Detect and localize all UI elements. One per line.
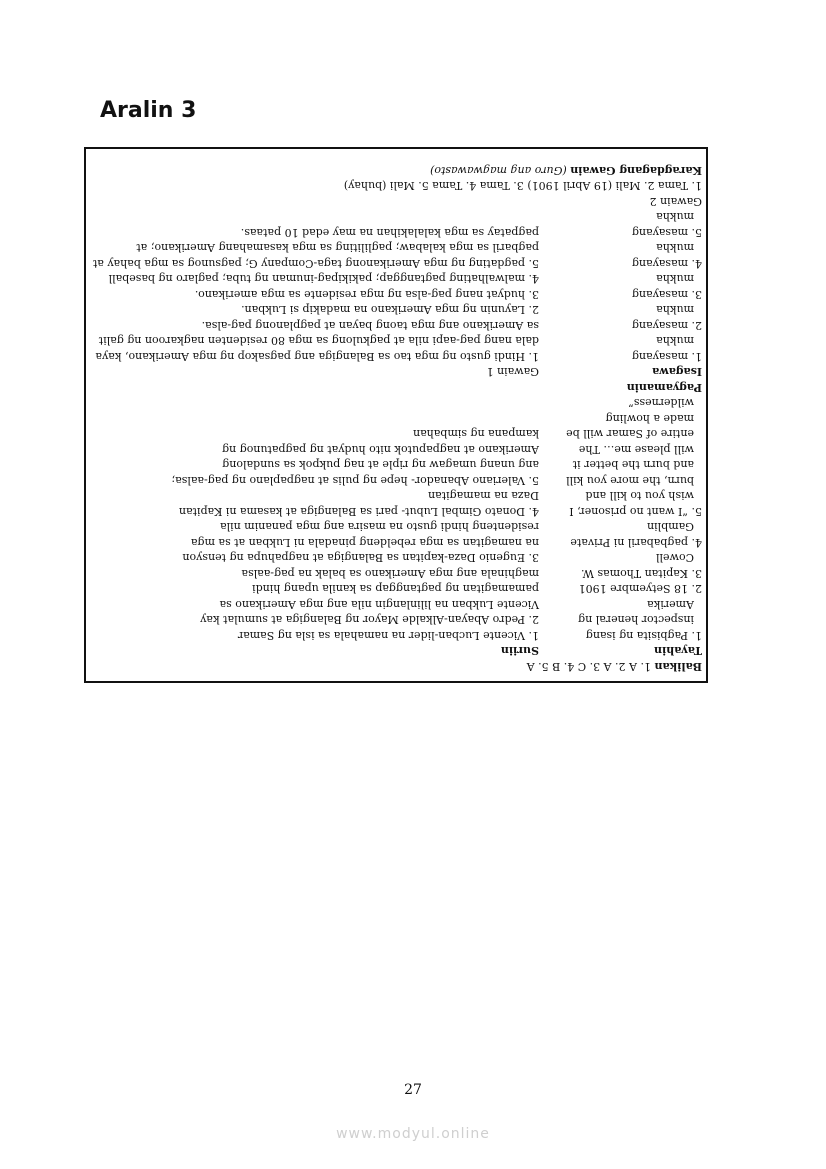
- karagdagang-label: Karagdagang Gawain: [570, 164, 702, 177]
- suriin-line: ang unang umagaw ng riple at nag pukpok sa sundalong: [222, 458, 539, 472]
- balikan-answers: [90, 659, 702, 675]
- isagawa-line: mukha: [656, 303, 694, 317]
- balikan-label: Balikan: [654, 660, 702, 673]
- tayahin-line: will please me… The: [578, 443, 694, 456]
- rotated-answer-key: [86, 149, 706, 681]
- pagyamanin-label: Pagyamanin: [626, 381, 702, 394]
- page-number: 27: [404, 1082, 422, 1098]
- isagawa-line: 5. masayang: [631, 226, 702, 239]
- suriin-line: kampana ng simbahan: [413, 427, 539, 441]
- suriin-tayahin-header: [90, 643, 702, 659]
- gawain2-answers: 1. Tama 2. Mali (19 Abril 1901) 3. Tama 4. Tama 5. Mali (buhay): [343, 179, 702, 193]
- isagawa-line: 4. masayang: [631, 257, 702, 270]
- karagdagang-note: (Guro ang magwawasto): [430, 164, 567, 177]
- tayahin-list: [547, 395, 702, 643]
- isagawa-line: 3. masayang: [631, 288, 702, 301]
- suriin-line: 5. Valeriano Abanador- hepe ng pulis at nagpaplano ng pag-aalsa;: [171, 474, 539, 487]
- tayahin-line: 2. 18 Setyembre 1901: [578, 582, 702, 596]
- isagawa-line: mukha: [656, 334, 694, 348]
- gawain1-line: 4. malwalhating pagtanggap; pakikipag-inuman ng tuba; paglaro ng baseball: [108, 272, 539, 286]
- tayahin-line: entire of Samar will be: [566, 427, 694, 441]
- gawain2-label: Gawain 2: [649, 195, 702, 208]
- tayahin-line: 4. pagbabaril ni Private: [570, 536, 702, 549]
- suriin-label: Suriin: [500, 644, 539, 658]
- gawain1-line: sa Amerikano ang mga taong bayan at pagplanong pag-alsa.: [201, 319, 539, 332]
- tayahin-line: Gamblin: [647, 520, 694, 534]
- suriin-tayahin-section: [90, 395, 702, 643]
- suriin-line: pamamagitan ng pagtanggap sa kanila upang hindi: [252, 582, 539, 596]
- suriin-line: 1. Vicente Lucban-lider na namahala sa isla ng Samar: [237, 629, 539, 642]
- suriin-line: 4. Donato Gimbal Lubut- pari sa Balangiga at kasama ni Kapitan: [178, 505, 539, 518]
- suriin-line: 2. Pedro Abayan-Alkalde Mayor ng Balangiga at sumulat kay: [200, 613, 539, 627]
- watermark: www.modyul.online: [336, 1126, 490, 1142]
- gawain1-line: dala nang pag-aapi nila at pagkulong sa mga 80 residenten nagkaroon ng galit: [98, 334, 539, 348]
- tayahin-line: wilderness”: [628, 396, 694, 410]
- gawain1-line: 2. Layunin ng mga Amerikano na madakip si Lukban.: [241, 303, 539, 317]
- gawain1-line: 3. hudyat nang pag-alsa ng mga residente sa mga amerikano.: [194, 288, 539, 301]
- gawain1-label: Gawain 1: [486, 365, 539, 379]
- tayahin-line: Cowell: [655, 551, 694, 565]
- suriin-line: na namagitan sa mga rebeldeng pinadala ni Lukban at sa mga: [190, 536, 539, 549]
- suriin-line: 3. Eugenio Daza-kapitan sa Balangiga at nagpahupa ng tensyon: [182, 551, 539, 565]
- isagawa-line: mukha: [656, 210, 694, 224]
- tayahin-line: inspector heneral ng: [578, 613, 694, 627]
- isagawa-line: 1. masayang: [631, 350, 702, 363]
- gawain1-isagawa-header: [90, 364, 702, 380]
- tayahin-line: 3. Kapitan Thomas W.: [581, 567, 702, 580]
- tayahin-line: wish you to kill and: [585, 489, 694, 503]
- isagawa-line: 2. masayang: [631, 319, 702, 332]
- isagawa-line: mukha: [656, 241, 694, 255]
- tayahin-line: and burn the better it: [572, 458, 694, 472]
- gawain1-line: 1. Hindi gusto ng mga tao sa Balangiga ang pagsakop ng mga Amerikano, kaya: [95, 350, 539, 363]
- tayahin-label: Tayahin: [654, 644, 702, 658]
- tayahin-line: 1. Pagbisita ng isang: [585, 629, 702, 642]
- gawain1-isagawa-section: [90, 209, 702, 364]
- tayahin-line: burn, the more you kill: [566, 474, 694, 487]
- tayahin-line: made a howling: [605, 412, 694, 425]
- isagawa-label: Isagawa: [652, 365, 702, 379]
- suriin-line: Amerikano at nagpaputok nito hudyat ng pagpatunog ng: [222, 443, 539, 456]
- suriin-line: Vicente Lukban na lilinlangin nila ang mga Amerikano sa: [219, 598, 539, 611]
- tayahin-line: 5. “I want no prisoner, I: [569, 505, 702, 518]
- gawain1-line: pagpatay sa mga kalalakihan na may edad 10 pataas.: [240, 226, 539, 239]
- gawain1-list: [90, 209, 547, 364]
- karagdagang-gawain: [90, 163, 702, 179]
- gawain1-line: pagbaril sa mga kalabaw; pagliliting sa mga kasamahang Amerikano; at: [136, 241, 539, 255]
- balikan-answer-values: 1. A 2. A 3. C 4. B 5. A: [526, 660, 651, 673]
- suriin-list: [90, 395, 547, 643]
- answer-key-box: [84, 147, 708, 683]
- isagawa-list: [547, 209, 702, 364]
- tayahin-line: Amerika: [647, 598, 694, 611]
- gawain1-line: 5. pagdating ng mga Amerikanong taga-Company G; pagsunog sa mga bahay at: [92, 257, 539, 270]
- suriin-line: maghinala ang mga Amerikano sa balak na pag-aalsa: [241, 567, 539, 580]
- suriin-line: residenteng hindi gusto na masira ang mga pananim nila: [220, 520, 539, 534]
- page-title: Aralin 3: [100, 98, 197, 123]
- isagawa-line: mukha: [656, 272, 694, 286]
- suriin-line: Daza na mamagitan: [428, 489, 539, 503]
